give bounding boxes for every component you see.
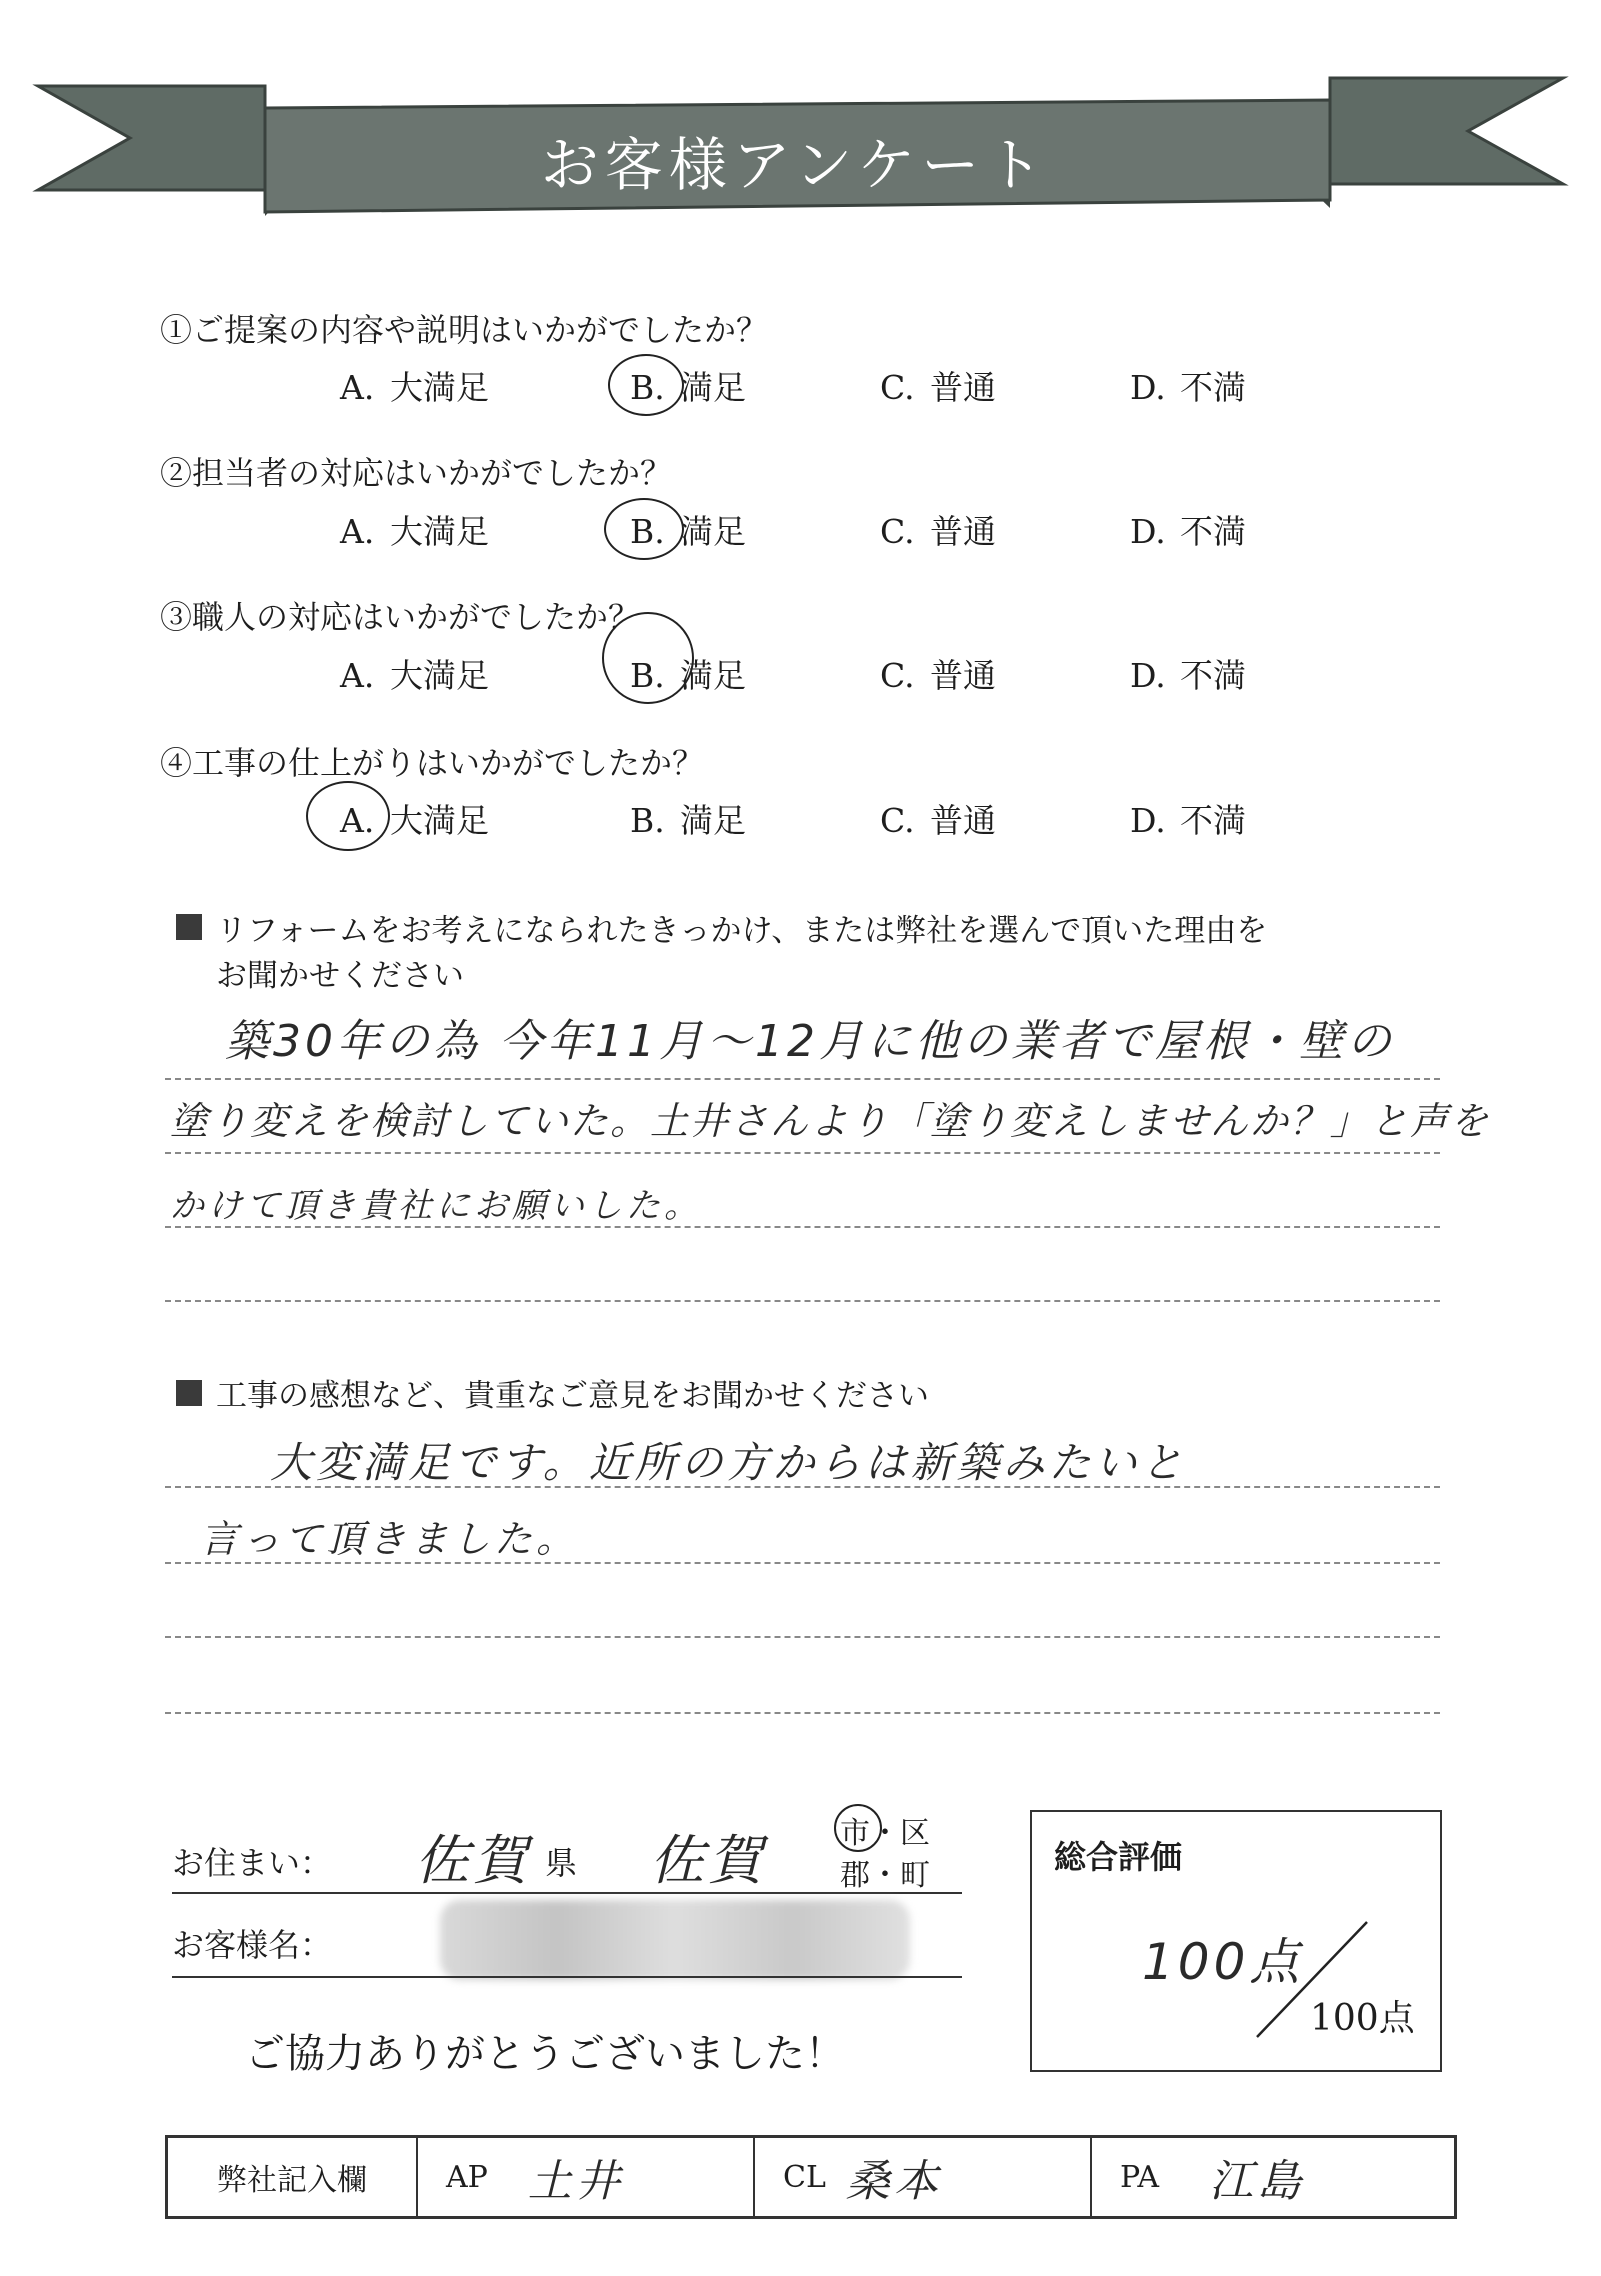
writing-line [165,1152,1440,1154]
writing-line [165,1562,1440,1564]
question-2-options [340,506,1340,552]
question-3-options [340,650,1340,696]
writing-line [165,1226,1440,1228]
pa-value: 江島 [1209,2156,1306,2207]
option-b[interactable]: B. 満足 [630,368,746,407]
rating-max: 100点 [1310,1998,1415,2039]
option-d[interactable]: D. 不満 [1130,512,1246,551]
redacted-name [440,1900,910,1980]
option-a[interactable]: A. 大満足 [340,656,489,695]
ap-cell [418,2138,755,2216]
option-c[interactable]: C. 普通 [880,368,996,407]
reason-line-3: かけて頂き貴社にお願いした。 [170,1186,702,1226]
section-bullet-icon [176,914,202,940]
writing-line [165,1636,1440,1638]
selection-circle [602,612,694,704]
option-d[interactable]: D. 不満 [1130,656,1246,695]
option-c[interactable]: C. 普通 [880,801,996,840]
pa-cell [1092,2138,1450,2216]
writing-line [165,1712,1440,1714]
impression-line-2: 言って頂きました。 [200,1517,579,1561]
reason-line-1: 築30年の為 今年11月～12月に他の業者で屋根・壁の [225,1016,1395,1067]
rating-label: 総合評価 [1054,1838,1183,1876]
option-c[interactable]: C. 普通 [880,512,996,551]
cl-label: CL [783,2159,826,2195]
rating-box [1030,1810,1442,2072]
ap-label: AP [446,2159,488,2195]
impression-line-1: 大変満足です。近所の方からは新築みたいと [270,1438,1187,1487]
customer-underline [172,1976,962,1978]
page-title: お客様アンケート [540,131,1050,199]
city-suffix-top: 市・区 [840,1816,930,1851]
writing-line [165,1486,1440,1488]
cl-value: 桑本 [845,2156,942,2207]
option-d[interactable]: D. 不満 [1130,801,1246,840]
option-b[interactable]: B. 満足 [630,512,746,551]
option-b[interactable]: B. 満足 [630,656,746,695]
address-prefecture: 佐賀 [415,1829,531,1892]
selection-circle [604,498,684,560]
question-2: ②担当者の対応はいかがでしたか？ [160,454,673,492]
prefecture-suffix: 県 [545,1844,578,1882]
reason-line-2: 塗り変えを検討していた。土井さんより「塗り変えしませんか？」と声を [170,1099,1491,1143]
writing-line [165,1078,1440,1080]
question-4-options [340,795,1340,841]
question-4: ④工事の仕上がりはいかがでしたか？ [160,744,705,782]
option-a[interactable]: A. 大満足 [340,801,489,840]
office-use-table [165,2135,1457,2219]
reason-heading: リフォームをお考えになられたきっかけ、または弊社を選んで頂いた理由を [216,913,1268,949]
rating-score: 100点 [1142,1933,1304,1991]
impression-heading: 工事の感想など、貴重なご意見をお聞かせください [216,1378,929,1414]
option-a[interactable]: A. 大満足 [340,512,489,551]
city-suffix-bottom: 郡・町 [840,1858,930,1893]
address-underline [172,1892,962,1894]
office-use-label: 弊社記入欄 [168,2138,418,2216]
thanks-message: ご協力ありがとうございました！ [245,2031,845,2077]
option-a[interactable]: A. 大満足 [340,368,489,407]
pa-label: PA [1120,2159,1160,2195]
writing-line [165,1300,1440,1302]
customer-label: お客様名： [172,1926,333,1964]
address-label: お住まい： [172,1844,333,1882]
section-bullet-icon [176,1380,202,1406]
selection-circle [608,354,684,416]
question-1-options [340,362,1340,408]
option-d[interactable]: D. 不満 [1130,368,1246,407]
question-1: ①ご提案の内容や説明はいかがでしたか？ [160,311,769,349]
cl-cell [755,2138,1092,2216]
selection-circle [834,1804,882,1852]
ap-value: 土井 [527,2156,624,2207]
reason-heading-2: お聞かせください [216,958,464,994]
question-3: ③職人の対応はいかがでしたか？ [160,598,641,636]
address-city: 佐賀 [650,1829,766,1892]
option-b[interactable]: B. 満足 [630,801,746,840]
selection-circle [306,781,390,851]
option-c[interactable]: C. 普通 [880,656,996,695]
